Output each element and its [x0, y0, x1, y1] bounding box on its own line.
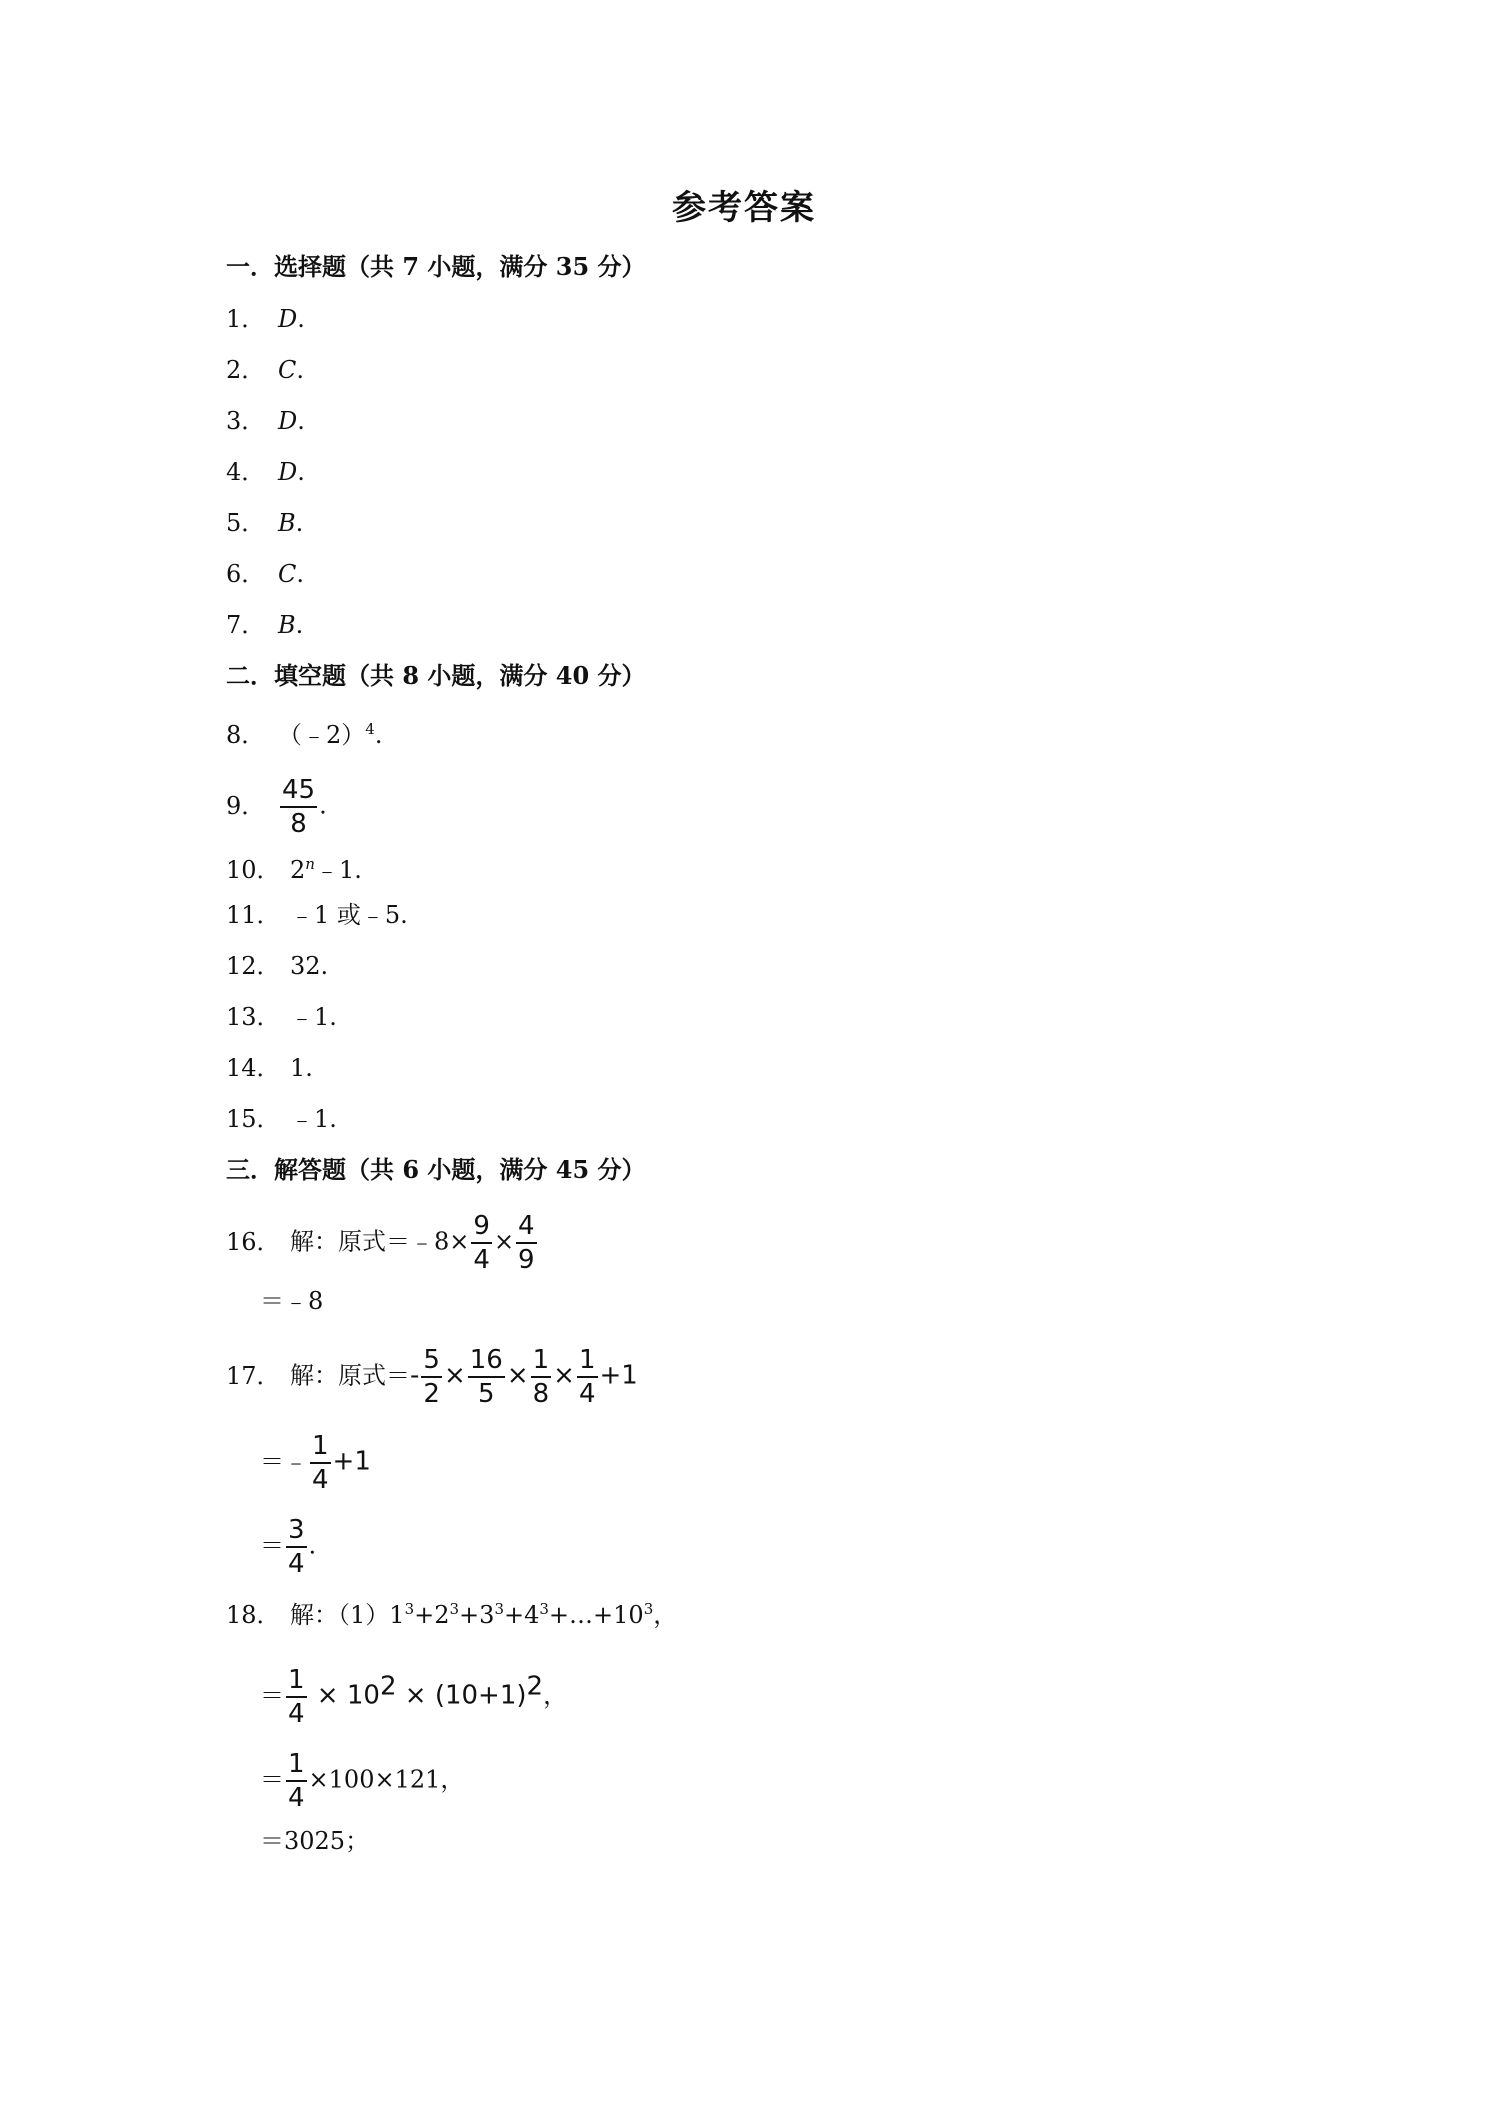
mc-answer-2: 2． C.: [226, 356, 305, 384]
fill-answer-12: 12． 32.: [226, 952, 329, 980]
section-heading-choice: 一．选择题（共 7 小题，满分 35 分）: [226, 252, 646, 281]
fill-answer-14: 14． 1.: [226, 1054, 313, 1082]
fraction: $\frac{1}{8}$: [532, 1345, 550, 1409]
fill-answer-8: 8． （﹣2）$^4$.: [226, 720, 383, 749]
solution-17-line-2: ＝﹣ $\frac{1}{4}$ +1: [260, 1431, 371, 1495]
solution-18-line-2: ＝ $\frac{1}{4}$ × $10^2 \times (10+1)^2$，: [260, 1665, 568, 1729]
solution-17-line-3: ＝ $\frac{3}{4}$ .: [260, 1515, 317, 1579]
solution-18-line-1: 18． 解：$(1)1^3+2^3+3^3+4^3+\dots+10^3$，: [226, 1600, 678, 1629]
mc-answer-7: 7． B.: [226, 611, 304, 639]
fraction: $\frac{4}{9}$: [518, 1211, 535, 1275]
fraction: $\frac{1}{4}$: [288, 1749, 305, 1813]
fill-answer-10: 10． 2$^n$﹣1.: [226, 855, 362, 884]
section-heading-solve: 三．解答题（共 6 小题，满分 45 分）: [226, 1155, 646, 1184]
fraction: $\frac{3}{4}$: [288, 1515, 305, 1579]
section-heading-fill: 二．填空题（共 8 小题，满分 40 分）: [226, 661, 646, 690]
fill-answer-9: 9． $\frac{45}{8}$ .: [226, 775, 327, 839]
mc-answer-1: 1． D.: [226, 305, 305, 333]
solution-16-line-2: ＝﹣8: [260, 1287, 324, 1315]
fill-answer-15: 15． ﹣1.: [226, 1105, 337, 1133]
fill-answer-11: 11． ﹣1 或﹣5.: [226, 901, 408, 929]
solution-18-line-3: ＝ $\frac{1}{4}$ ×100×121，: [260, 1749, 465, 1813]
solution-16-line-1: 16． 解：原式＝﹣8× $\frac{9}{4}$ × $\frac{4}{9}$: [226, 1211, 535, 1275]
fraction: $\frac{5}{2}$: [423, 1345, 440, 1409]
fraction: $\frac{45}{8}$: [282, 775, 316, 839]
fraction: $\frac{1}{4}$: [578, 1345, 596, 1409]
fraction: $\frac{1}{4}$: [312, 1431, 329, 1495]
solution-17-line-1: 17． 解：原式＝- $\frac{5}{2}$ × $\frac{16}{5}$ × $\frac{1}{8}$ × $\frac{1}{4}$ +1: [226, 1345, 638, 1409]
fraction: $\frac{16}{5}$: [469, 1345, 503, 1409]
fraction: $\frac{9}{4}$: [473, 1211, 490, 1275]
mc-answer-3: 3． D.: [226, 407, 305, 435]
fraction: $\frac{1}{4}$: [288, 1665, 305, 1729]
mc-answer-6: 6． C.: [226, 560, 305, 588]
solution-18-line-4: ＝3025；: [260, 1827, 370, 1855]
page-title: 参考答案: [672, 188, 816, 228]
fill-answer-13: 13． ﹣1.: [226, 1003, 337, 1031]
mc-answer-4: 4． D.: [226, 458, 305, 486]
mc-answer-5: 5． B.: [226, 509, 304, 537]
